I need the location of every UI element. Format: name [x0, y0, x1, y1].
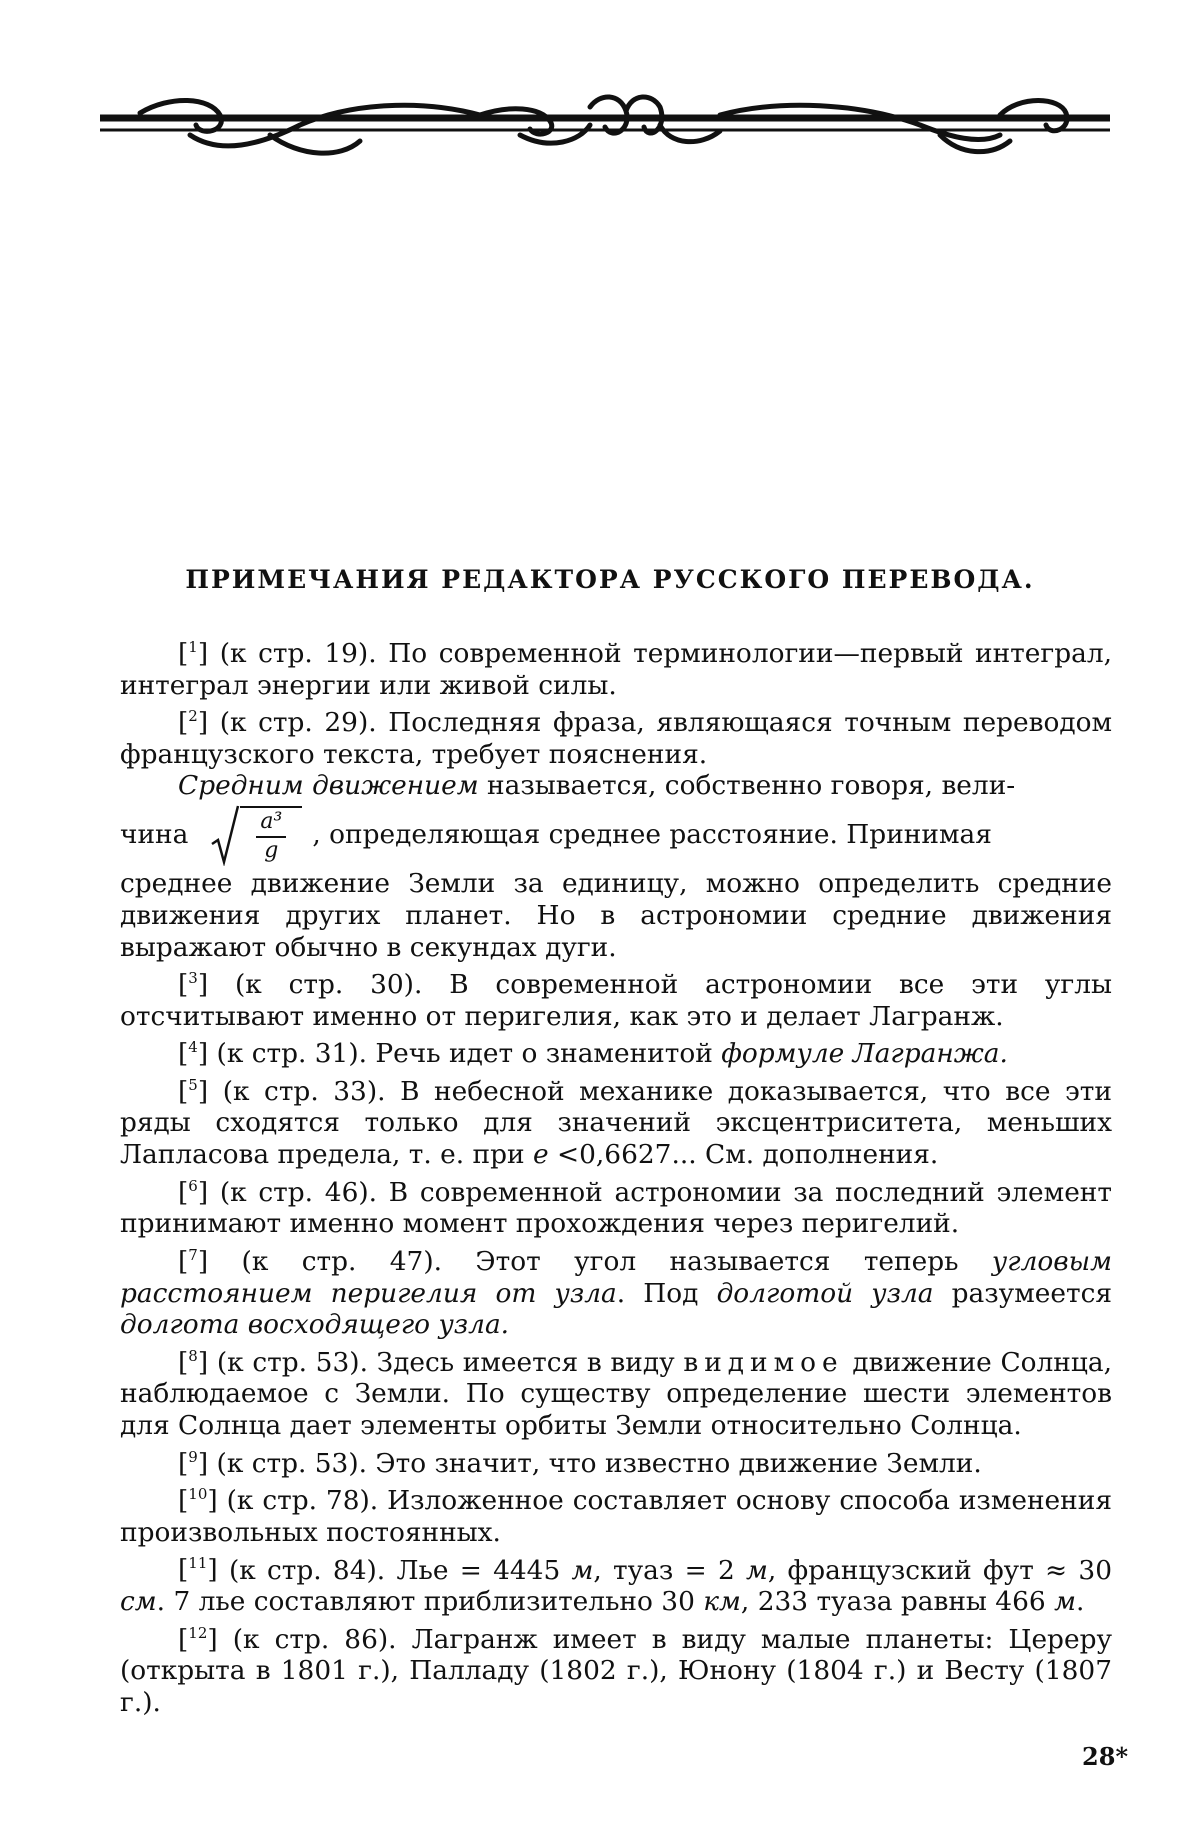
radical-sign-icon [210, 804, 240, 866]
note-2-formula-line: чина $\frac{\text{a³}}{g}$ , определяющая среднее расстояние. Принимая [120, 804, 1112, 866]
note-6: [$^6$] (к стр. 46). В современной астрономии за последний элемент принимают именно момент прохождения через перигелий. [120, 1176, 1112, 1240]
note-2-continued: Средним движением называется, собственно говоря, вели- [178, 770, 1016, 802]
decorative-scroll-ornament-icon [100, 85, 1110, 165]
note-7: [$^7$] (к стр. 47). Этот угол называется теперь угловым расстоянием перигелия от узла. Под долготой узла разумеется долгота восходящего узла. [120, 1245, 1112, 1341]
page-title: ПРИМЕЧАНИЯ РЕДАКТОРА РУССКОГО ПЕРЕВОДА. [185, 565, 1035, 594]
note-12: [$^{12}$] (к стр. 86). Лагранж имеет в виду малые планеты: Цереру (открыта в 1801 г.), Палладу (1802 г.), Юнону (1804 г.) и Весту (1807 г.). [120, 1623, 1112, 1718]
note-11: [$^{11}$] (к стр. 84). Лье = 4445 м, туаз = 2 м, французский фут ≈ 30 см. 7 лье составляют приблизительно 30 км, 233 туаза равны 466 м. [120, 1554, 1113, 1618]
page-number: 28* [1082, 1742, 1128, 1771]
note-4: [$^4$] (к стр. 31). Речь идет о знаменитой формуле Лагранжа. [178, 1038, 1008, 1070]
note-2-end: среднее движение Земли за единицу, можно определить средние движения других планет. Но в астрономии средние движения выражают обычно в секундах дуги. [120, 868, 1112, 963]
note-5: [$^5$] (к стр. 33). В небесной механике доказывается, что все эти ряды сходятся только для значений эксцентриситета, меньших Лапласова предела, т. е. при e <0,6627... См. дополнения. [120, 1075, 1113, 1171]
note-8: [$^8$] (к стр. 53). Здесь имеется в виду видимое движение Солнца, наблюдаемое с Земли. По существу определение шести элементов для Солнца дает элементы орбиты Земли относительно Солнца. [120, 1346, 1112, 1442]
note-3: [$^3$] (к стр. 30). В современной астрономии все эти углы отсчитывают именно от перигелия, как это и делает Лагранж. [120, 969, 1113, 1032]
note-10: [$^{10}$] (к стр. 78). Изложенное составляет основу способа изменения произвольных постоянных. [120, 1485, 1112, 1548]
note-1: [$^1$] (к стр. 19). По современной терминологии—первый интеграл, интеграл энергии или живой силы. [120, 637, 1113, 701]
note-2: [$^2$] (к стр. 29). Последняя фраза, являющаяся точным переводом французского текста, требует пояснения. [120, 707, 1113, 770]
note-9: [$^9$] (к стр. 53). Это значит, что известно движение Земли. [178, 1447, 982, 1479]
notes-body [120, 632, 1112, 1719]
square-root-formula: $\frac{\text{a³}}{g}$ [210, 804, 302, 866]
